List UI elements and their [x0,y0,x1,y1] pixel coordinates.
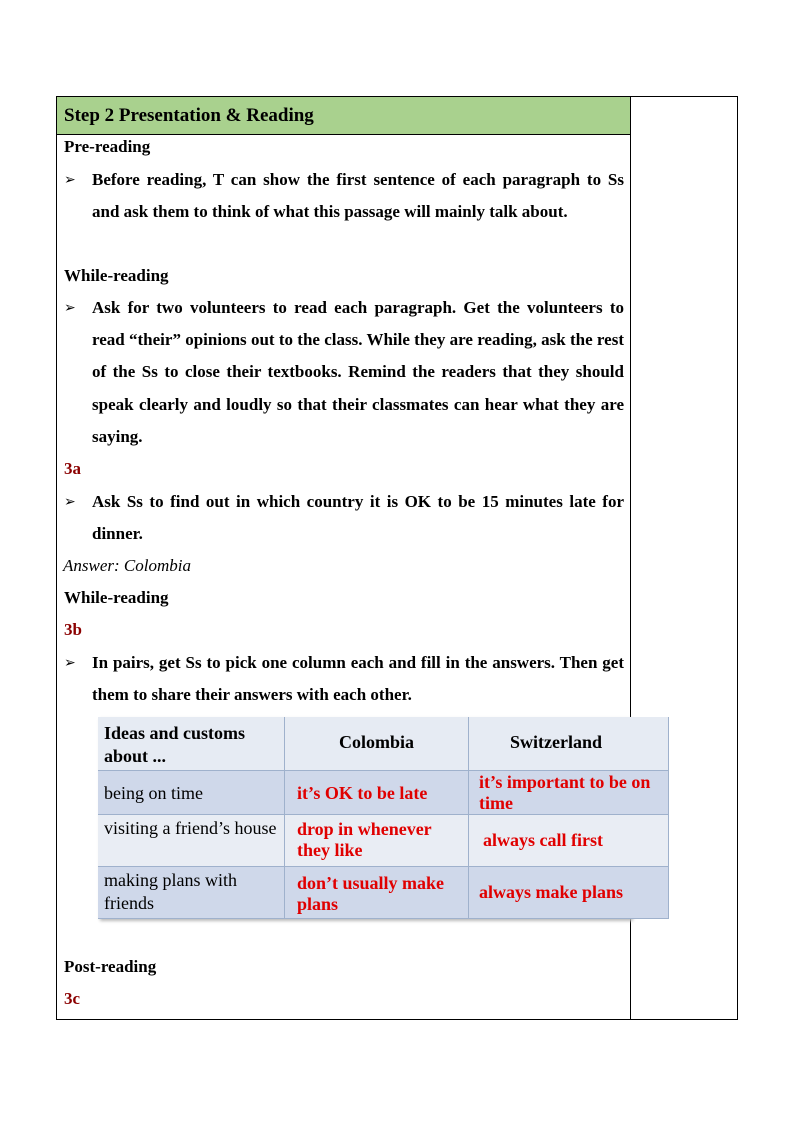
section-3c-label: 3c [64,989,81,1008]
table-cell-colombia: it’s OK to be late [285,771,469,815]
while-reading-heading: While-reading [64,266,169,285]
bullet-arrow-icon: ➢ [64,656,76,671]
table-cell-topic: visiting a friend’s house [98,815,285,867]
while-reading-heading-2: While-reading [64,588,169,607]
table-cell-switzerland: always make plans [469,867,669,919]
table-cell-switzerland: it’s important to be on time [469,771,669,815]
table-cell-topic: making plans with friends [98,867,285,919]
bullet-arrow-icon: ➢ [64,301,76,316]
table-header-switzerland: Switzerland [469,717,669,771]
section-3a-label: 3a [64,459,81,478]
section-3a-text: Ask Ss to find out in which country it is OK to be 15 minutes late for dinner. [92,492,624,544]
customs-table [98,717,651,919]
pre-reading-heading: Pre-reading [64,137,151,156]
table-cell-switzerland: always call first [469,815,669,867]
step-header [57,97,630,135]
section-3b-label: 3b [64,620,82,639]
table-header-ideas: Ideas and customs about ... [98,717,285,771]
step-title: Step 2 Presentation & Reading [64,105,314,126]
post-reading-heading: Post-reading [64,957,157,976]
table-header-colombia: Colombia [285,717,469,771]
table-cell-colombia: don’t usually make plans [285,867,469,919]
table-cell-topic: being on time [98,771,285,815]
section-3a-answer: Answer: Colombia [63,556,191,575]
while-reading-text: Ask for two volunteers to read each paragraph. Get the volunteers to read “their” opinions out to the class. While they are reading, ask the rest of the Ss to close their textbooks. Remind the readers that they should speak clearly and loudly so that their classmates can hear what they are saying. [92,298,624,446]
section-3b-text: In pairs, get Ss to pick one column each and fill in the answers. Then get them to share their answers with each other. [92,653,624,705]
bullet-arrow-icon: ➢ [64,495,76,510]
pre-reading-text: Before reading, T can show the first sentence of each paragraph to Ss and ask them to think of what this passage will mainly talk about. [92,170,624,222]
table-cell-colombia: drop in whenever they like [285,815,469,867]
bullet-arrow-icon: ➢ [64,173,76,188]
